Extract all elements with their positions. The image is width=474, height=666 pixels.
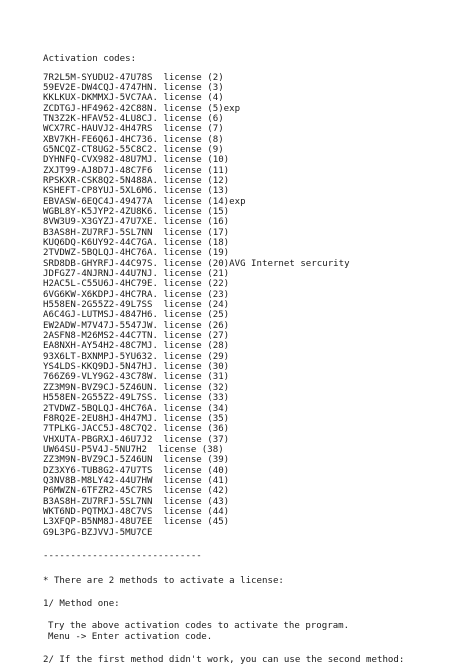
code-line: 93X6LT-BXNMPJ-5YU632. license (29): [43, 351, 230, 362]
method-two-title: 2/ If the first method didn't work, you can use the second method:: [43, 655, 405, 666]
code-line: 7TPLKG-JACC5J-48C7Q2. license (36): [43, 424, 230, 435]
spacer: [43, 65, 463, 73]
spacer: [43, 538, 463, 551]
code-line: 2TVDWZ-5BQLQJ-4HC76A. license (19): [43, 248, 230, 259]
method-one-title: 1/ Method one:: [43, 598, 120, 609]
spacer: [43, 609, 463, 621]
code-line: 766Z69-VLY9G2-43C78W. license (31): [43, 372, 230, 383]
spacer: [43, 587, 463, 599]
code-line: DYHNFQ-CVX982-48U7MJ. license (10): [43, 155, 230, 166]
code-line: JDFGZ7-4NJRNJ-44U7NJ. license (21): [43, 269, 230, 280]
code-line: H558EN-2G55Z2-49L7SS license (24): [43, 300, 230, 311]
code-line: G9L3PG-BZJVVJ-5MU7CE: [43, 527, 153, 538]
code-line: 2ASFN8-M26MS2-44C7TN. license (27): [43, 331, 230, 342]
code-line: WKT6ND-PQTMXJ-48C7VS license (44): [43, 506, 230, 517]
code-line: 2TVDWZ-5BQLQJ-4HC76A. license (34): [43, 403, 230, 414]
code-line: WGBL8Y-K5JYP2-4ZU8K6. license (15): [43, 206, 230, 217]
code-line: 59EV2E-DW4CQJ-4747HN. license (3): [43, 82, 224, 93]
code-line: RPSKXR-CSK8Q2-5N488A. license (12): [43, 175, 230, 186]
code-line: EW2ADW-M7V47J-5547JW. license (26): [43, 320, 230, 331]
code-line: SRD8DB-GHYRFJ-44C97S. license (20)AVG Internet sercurity: [43, 258, 350, 269]
code-line: B3AS8H-ZU7RFJ-5SL7NN license (17): [43, 227, 230, 238]
code-line: EA8NXH-AY54H2-48C7MJ. license (28): [43, 341, 230, 352]
code-line: 6VG6KW-X6KDPJ-4HC7RA. license (23): [43, 289, 230, 300]
code-line: P6MWZN-6TFZR2-45C7RS license (42): [43, 486, 230, 497]
code-line: KSHEFT-CP8YUJ-5XL6M6. license (13): [43, 186, 230, 197]
code-line: ZZ3M9N-BVZ9CJ-5Z46UN. license (32): [43, 382, 230, 393]
code-line: F8RQ2E-2EU8HJ-4H47MJ. license (35): [43, 413, 230, 424]
code-line: H558EN-2G55Z2-49L7SS. license (33): [43, 393, 230, 404]
code-line: YS4LDS-KKQ9DJ-5N47HJ. license (30): [43, 362, 230, 373]
code-line: VHXUTA-PBGRXJ-46U7J2 license (37): [43, 434, 230, 445]
divider-line: -----------------------------: [43, 550, 202, 561]
code-line: KUQ6DQ-K6UY92-44C7GA. license (18): [43, 238, 230, 248]
code-line: L3XFQP-B5NM8J-48U7EE license (45): [43, 517, 230, 528]
code-line: 7R2L5M-SYUDU2-47U78S license (2): [43, 72, 224, 83]
code-line: TN3Z2K-HFAV52-4LU8CJ. license (6): [43, 113, 224, 124]
code-line: WCX7RC-HAUVJ2-4H47RS license (7): [43, 124, 224, 135]
code-line: DZ3XY6-TUB8G2-47U7TS license (40): [43, 465, 230, 476]
code-line: B3AS8H-ZU7RFJ-5SL7NN license (43): [43, 496, 230, 507]
activation-code-list: [43, 73, 463, 538]
code-line: UW64SU-P5V4J-5NU7H2 license (38): [43, 444, 224, 455]
spacer: [43, 561, 463, 576]
code-line: EBVASW-6EQC4J-49477A license (14)exp: [43, 196, 246, 207]
code-line: 8VW3U9-X3GYZJ-47U7XE. license (16): [43, 217, 230, 228]
spacer: [43, 642, 463, 655]
code-line: XBV7KH-FE6Q6J-4HC736. license (8): [43, 134, 224, 145]
code-line: KKLKUX-DKMMXJ-5VC7AA. license (4): [43, 93, 224, 104]
code-line: ZZ3M9N-BVZ9CJ-5Z46UN license (39): [43, 455, 230, 466]
code-line: H2AC5L-C55U6J-4HC79E. license (22): [43, 279, 230, 290]
code-line: Q3NV8B-M8LY42-44U7HW license (41): [43, 475, 230, 486]
page-heading: Activation codes:: [43, 54, 137, 64]
code-line: G5NCQZ-CT8UG2-55C8C2. license (9): [43, 144, 224, 155]
code-line: ZXJT99-AJ8D7J-48C7F6 license (11): [43, 165, 230, 176]
methods-intro: * There are 2 methods to activate a license:: [43, 576, 284, 587]
method-one-menu-path: Menu -> Enter activation code.: [48, 631, 213, 642]
method-one-instruction: Try the above activation codes to activate the program.: [48, 621, 350, 632]
code-line: ZCDTGJ-HF4962-42C88N. license (5)exp: [43, 103, 241, 114]
document-body: [43, 54, 463, 666]
code-line: A6C4GJ-LUTMSJ-4847H6. license (25): [43, 310, 230, 321]
